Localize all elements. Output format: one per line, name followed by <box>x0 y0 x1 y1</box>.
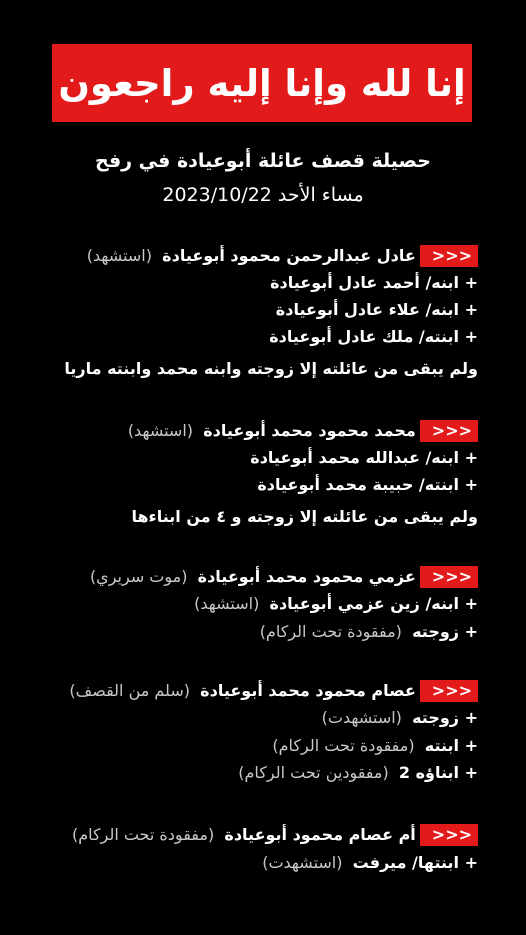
person-name: + ابنه/ أحمد عادل أبوعيادة <box>270 273 478 292</box>
status-note: (مفقودين تحت الركام) <box>238 763 389 782</box>
banner-text: إنا لله وإنا إليه راجعون <box>58 61 466 105</box>
summary-line <box>64 358 478 380</box>
person-heading <box>128 420 478 442</box>
family-member-item <box>270 272 478 294</box>
person-name: + ابناؤه 2 <box>398 763 478 782</box>
condolence-banner <box>52 44 472 122</box>
family-member-item <box>269 326 478 348</box>
family-member-item <box>272 735 478 757</box>
status-note: (مفقودة تحت الركام) <box>71 825 215 844</box>
person-name: + زوجته <box>412 708 478 727</box>
arrow-marker: >>> <box>420 680 478 702</box>
arrow-marker: >>> <box>420 245 478 267</box>
person-name: عصام محمود محمد أبوعيادة <box>200 681 416 700</box>
family-member-item <box>262 852 478 874</box>
family-member-item <box>276 299 478 321</box>
person-name: عادل عبدالرحمن محمود أبوعيادة <box>162 246 416 265</box>
status-note: (سلم من القصف) <box>69 681 190 700</box>
summary-line <box>131 506 478 528</box>
person-heading <box>90 566 478 588</box>
status-note: (مفقودة تحت الركام) <box>272 736 415 755</box>
person-name: ولم يبقى من عائلته إلا زوجته و ٤ من ابناءها <box>131 507 478 526</box>
status-note: (استشهدت) <box>262 853 343 872</box>
person-name: ولم يبقى من عائلته إلا زوجته وابنه محمد وابنته ماريا <box>64 359 478 378</box>
person-heading <box>72 824 478 846</box>
person-name: + ابنه/ زين عزمي أبوعيادة <box>269 594 478 613</box>
arrow-marker: >>> <box>420 566 478 588</box>
person-name: + زوجته <box>412 622 478 641</box>
person-name: عزمي محمود محمد أبوعيادة <box>197 567 416 586</box>
person-name: + ابنته <box>424 736 478 755</box>
status-note: (استشهد) <box>194 594 260 613</box>
person-name: + ابنه/ عبدالله محمد أبوعيادة <box>250 448 478 467</box>
page-subtitle: مساء الأحد 2023/10/22 <box>162 184 364 206</box>
arrow-marker: >>> <box>420 420 478 442</box>
status-note: (مفقودة تحت الركام) <box>259 622 402 641</box>
person-name: أم عصام محمود أبوعيادة <box>224 825 416 844</box>
person-name: + ابنتها/ ميرفت <box>352 853 478 872</box>
family-member-item <box>250 447 478 469</box>
person-name: + ابنته/ حبيبة محمد أبوعيادة <box>257 475 478 494</box>
family-member-item <box>322 707 478 729</box>
status-note: (استشهد) <box>86 246 152 265</box>
family-member-item <box>257 474 478 496</box>
person-name: + ابنته/ ملك عادل أبوعيادة <box>269 327 478 346</box>
person-name: + ابنه/ علاء عادل أبوعيادة <box>275 300 478 319</box>
person-heading <box>69 680 478 702</box>
person-name: محمد محمود محمد أبوعيادة <box>203 421 416 440</box>
status-note: (موت سريري) <box>89 567 188 586</box>
family-member-item <box>238 762 478 784</box>
arrow-marker: >>> <box>420 824 478 846</box>
family-member-item <box>260 621 478 643</box>
page-title: حصيلة قصف عائلة أبوعيادة في رفح <box>95 150 431 172</box>
status-note: (استشهد) <box>127 421 194 440</box>
family-member-item <box>194 593 478 615</box>
person-heading <box>87 245 478 267</box>
status-note: (استشهدت) <box>321 708 402 727</box>
